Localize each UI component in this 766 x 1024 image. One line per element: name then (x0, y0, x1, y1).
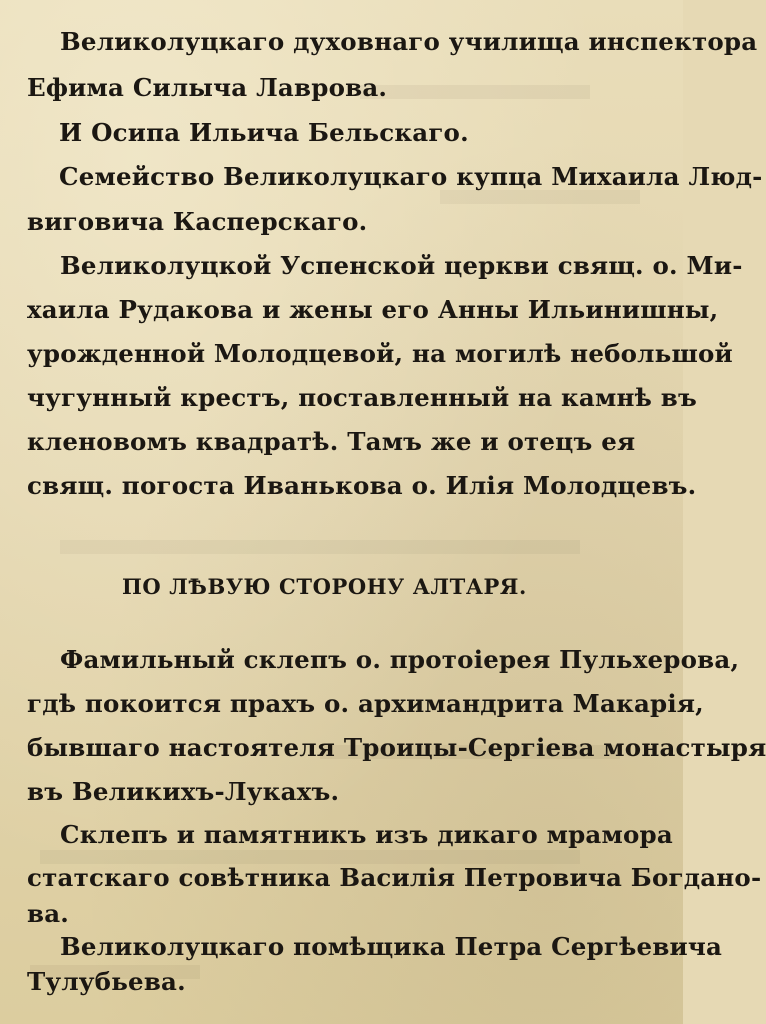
bleed-through-shading (440, 190, 640, 204)
text-line: чугунный крестъ, поставленный на камнѣ въ (27, 383, 697, 412)
text-line: Великолуцкаго духовнаго училища инспектора (60, 27, 758, 56)
text-line: гдѣ покоится прахъ о. архимандрита Макарія, (27, 689, 704, 718)
text-line: свящ. погоста Иванькова о. Илія Молодцевъ. (27, 471, 697, 500)
text-line: Великолуцкаго помѣщика Петра Сергѣевича (60, 932, 723, 961)
text-line: Фамильный склепъ о. протоіерея Пульхерова, (60, 645, 740, 674)
text-line: И Осипа Ильича Бельскаго. (59, 118, 469, 147)
bleed-through-shading (360, 85, 590, 99)
bleed-through-shading (60, 540, 580, 554)
text-line: Склепъ и памятникъ изъ дикаго мрамора (60, 820, 673, 849)
text-line: ва. (27, 899, 70, 928)
text-line: хаила Рудакова и жены его Анны Ильинишны, (27, 295, 719, 324)
text-line: кленовомъ квадратѣ. Тамъ же и отецъ ея (27, 427, 636, 456)
text-line: урожденной Молодцевой, на могилѣ небольшой (27, 339, 733, 368)
section-heading: ПО ЛѢВУЮ СТОРОНУ АЛТАРЯ. (122, 574, 527, 599)
text-line: статскаго совѣтника Василія Петровича Богдано- (27, 863, 762, 892)
text-line: Тулубьева. (27, 967, 186, 996)
text-line: Семейство Великолуцкаго купца Михаила Люд- (59, 162, 763, 191)
text-line: Великолуцкой Успенской церкви свящ. о. Ми- (60, 251, 743, 280)
text-line: въ Великихъ-Лукахъ. (27, 777, 340, 806)
text-line: виговича Касперскаго. (27, 207, 368, 236)
text-line: Ефима Силыча Лаврова. (27, 73, 388, 102)
text-line: бывшаго настоятеля Троицы-Сергіева монастыря (27, 733, 766, 762)
bleed-through-shading (40, 850, 580, 864)
